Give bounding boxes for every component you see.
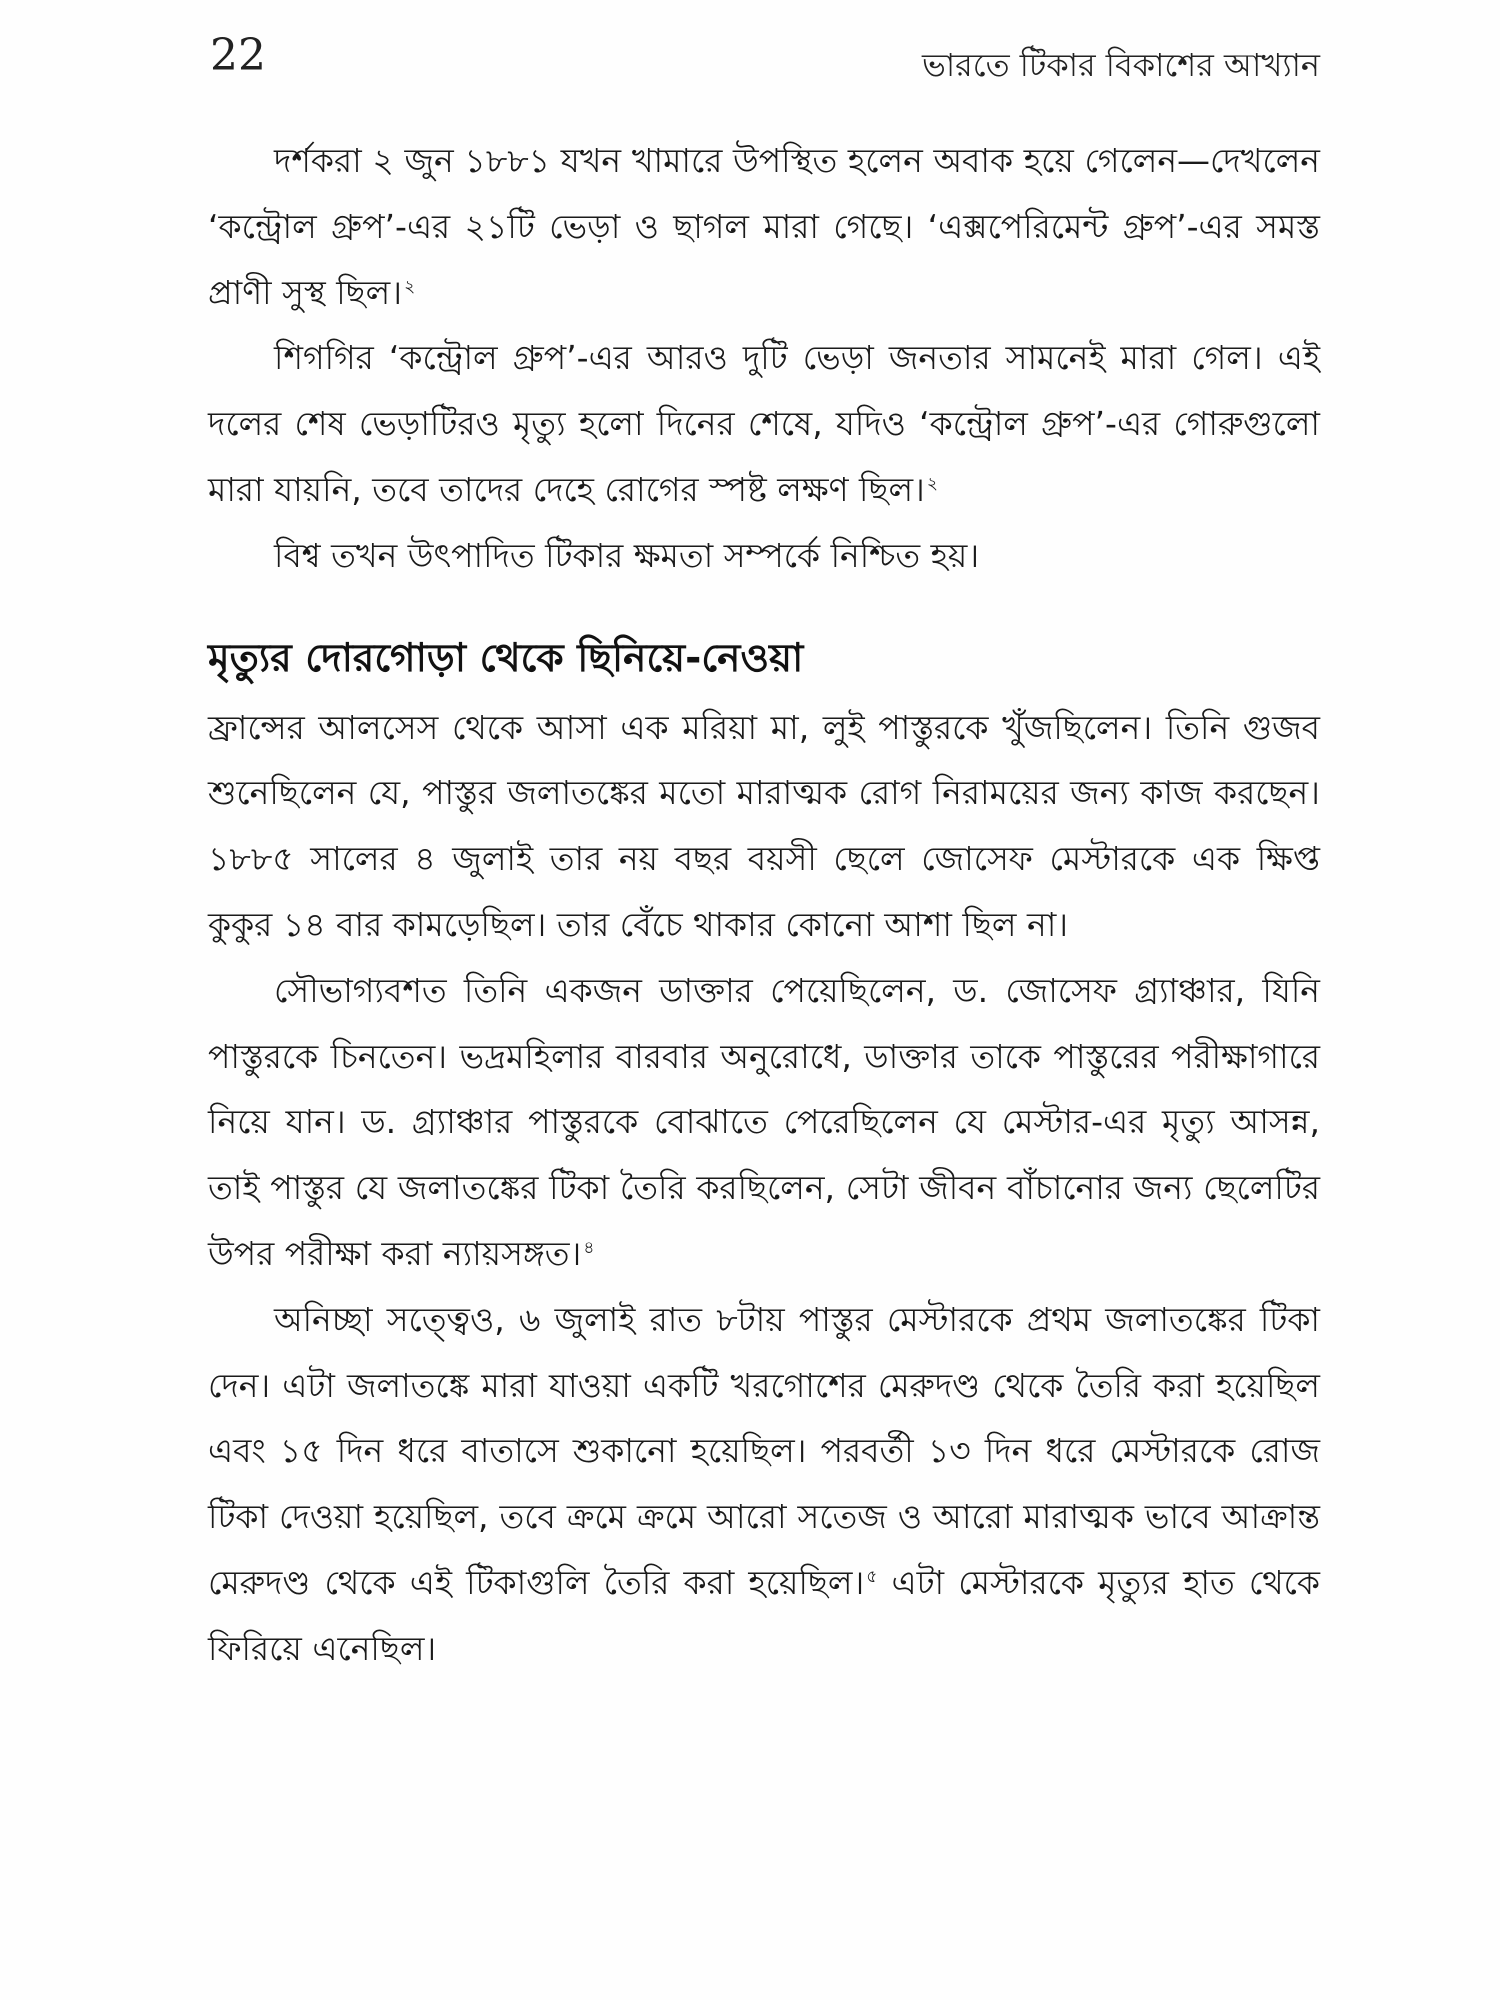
footnote-marker: ২ bbox=[404, 276, 416, 297]
paragraph-text: দর্শকরা ২ জুন ১৮৮১ যখন খামারে উপস্থিত হলেন অবাক হয়ে গেলেন—দেখলেন ‘কন্ট্রোল গ্রুপ’-এর ২১টি ভেড়া ও ছাগল মারা গেছে। ‘এক্সপেরিমেন্ট গ্রুপ’-এর সমস্ত প্রাণী সুস্থ ছিল। bbox=[208, 141, 1320, 312]
paragraph-text: ফ্রান্সের আলসেস থেকে আসা এক মরিয়া মা, লুই পাস্তুরকে খুঁজছিলেন। তিনি গুজব শুনেছিলেন যে, পাস্তুর জলাতঙ্কের মতো মারাত্মক রোগ নিরাময়ের জন্য কাজ করছেন। ১৮৮৫ সালের ৪ জুলাই তার নয় বছর বয়সী ছেলে জোসেফ মেস্টারকে এক ক্ষিপ্ত কুকুর ১৪ বার কামড়েছিল। তার বেঁচে থাকার কোনো আশা ছিল না। bbox=[208, 707, 1320, 944]
paragraph bbox=[208, 325, 1320, 522]
section-heading: মৃত্যুর দোরগোড়া থেকে ছিনিয়ে-নেওয়া bbox=[208, 635, 804, 681]
paragraph bbox=[208, 695, 1320, 958]
paragraph bbox=[208, 958, 1320, 1287]
paragraph-text: শিগগির ‘কন্ট্রোল গ্রুপ’-এর আরও দুটি ভেড়া জনতার সামনেই মারা গেল। এই দলের শেষ ভেড়াটিরও মৃত্যু হলো দিনের শেষে, যদিও ‘কন্ট্রোল গ্রুপ’-এর গোরুগুলো মারা যায়নি, তবে তাদের দেহে রোগের স্পষ্ট লক্ষণ ছিল। bbox=[208, 338, 1320, 509]
paragraph-text-continued: এটা মেস্টারকে মৃত্যুর হাত থেকে ফিরিয়ে এনেছিল। bbox=[208, 1562, 1320, 1668]
footnote-marker: ৫ bbox=[866, 1566, 878, 1587]
footnote-marker: ২ bbox=[926, 473, 938, 494]
running-title: ভারতে টিকার বিকাশের আখ্যান bbox=[922, 46, 1320, 84]
page-number: 22 bbox=[210, 30, 266, 81]
paragraph-text: বিশ্ব তখন উৎপাদিত টিকার ক্ষমতা সম্পর্কে নিশ্চিত হয়। bbox=[274, 535, 980, 575]
paragraph-text: সৌভাগ্যবশত তিনি একজন ডাক্তার পেয়েছিলেন, ড. জোসেফ গ্র্যাঞ্চার, যিনি পাস্তুরকে চিনতেন। ভদ্রমহিলার বারবার অনুরোধে, ডাক্তার তাকে পাস্তুরের পরীক্ষাগারে নিয়ে যান। ড. গ্র্যাঞ্চার পাস্তুরকে বোঝাতে পেরেছিলেন যে মেস্টার-এর মৃত্যু আসন্ন, তাই পাস্তুর যে জলাতঙ্কের টিকা তৈরি করছিলেন, সেটা জীবন বাঁচানোর জন্য ছেলেটির উপর পরীক্ষা করা ন্যায়সঙ্গত। bbox=[208, 970, 1320, 1273]
footnote-marker: ৪ bbox=[583, 1237, 595, 1258]
paragraph-text: অনিচ্ছা সত্ত্বেও, ৬ জুলাই রাত ৮টায় পাস্তুর মেস্টারকে প্রথম জলাতঙ্কের টিকা দেন। এটা জলাতঙ্কে মারা যাওয়া একটি খরগোশের মেরুদণ্ড থেকে তৈরি করা হয়েছিল এবং ১৫ দিন ধরে বাতাসে শুকানো হয়েছিল। পরবর্তী ১৩ দিন ধরে মেস্টারকে রোজ টিকা দেওয়া হয়েছিল, তবে ক্রমে ক্রমে আরো সতেজ ও আরো মারাত্মক ভাবে আক্রান্ত মেরুদণ্ড থেকে এই টিকাগুলি তৈরি করা হয়েছিল। bbox=[208, 1299, 1320, 1602]
paragraph bbox=[208, 523, 1320, 589]
paragraph bbox=[208, 128, 1320, 325]
paragraph bbox=[208, 1287, 1320, 1682]
page-content bbox=[208, 128, 1320, 1682]
